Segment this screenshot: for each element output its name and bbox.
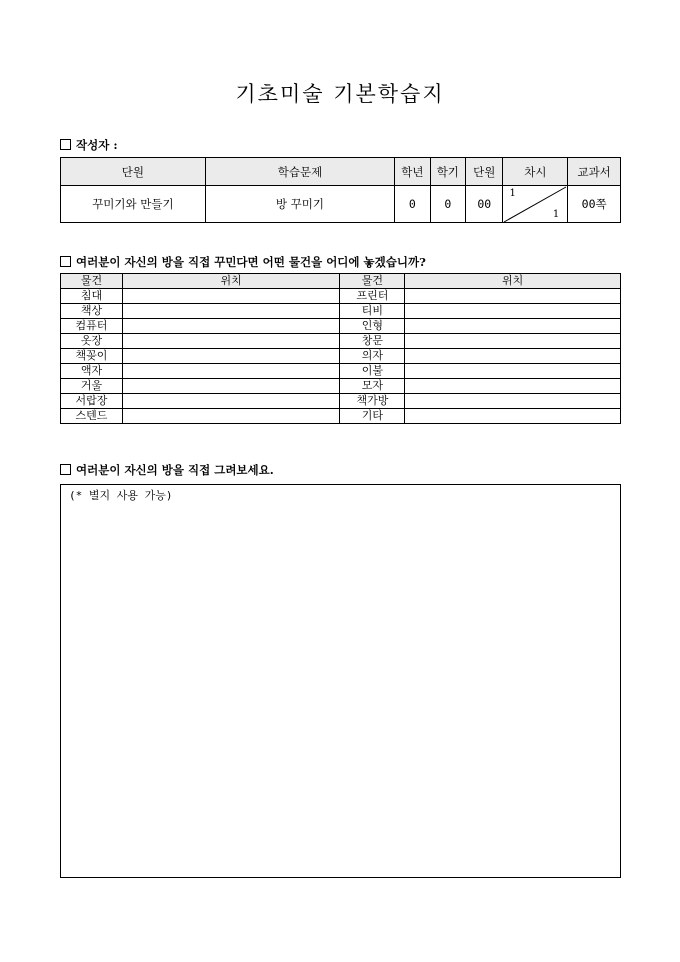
table-row [61, 409, 621, 424]
page-title: 기초미술 기본학습지 [235, 82, 445, 106]
item-location-cell[interactable] [122, 349, 340, 364]
checkbox-square-icon [60, 256, 71, 267]
question1-text: 여러분이 자신의 방을 직접 꾸민다면 어떤 물건을 어디에 놓겠습니까? [76, 255, 426, 269]
item-location-cell[interactable] [122, 304, 340, 319]
table-row [61, 334, 621, 349]
table-row [61, 394, 621, 409]
table-row [61, 289, 621, 304]
info-value-row [61, 186, 621, 223]
item-name-cell: 스텐드 [61, 409, 123, 424]
item-name-cell: 의자 [340, 349, 405, 364]
author-label: 작성자 : [76, 138, 118, 152]
item-location-cell[interactable] [405, 364, 621, 379]
author-heading [60, 137, 118, 153]
header-textbook: 교과서 [568, 158, 621, 186]
drawing-area[interactable] [60, 484, 621, 878]
item-name-cell: 프린터 [340, 289, 405, 304]
item-location-cell[interactable] [405, 394, 621, 409]
header-location: 위치 [405, 274, 621, 289]
item-name-cell: 티비 [340, 304, 405, 319]
item-name-cell: 기타 [340, 409, 405, 424]
checkbox-square-icon [60, 464, 71, 475]
items-header-row [61, 274, 621, 289]
item-name-cell: 인형 [340, 319, 405, 334]
item-name-cell: 책꽂이 [61, 349, 123, 364]
table-row [61, 319, 621, 334]
header-learning-problem: 학습문제 [205, 158, 394, 186]
header-item: 물건 [340, 274, 405, 289]
header-unit: 단원 [61, 158, 206, 186]
table-row [61, 364, 621, 379]
item-name-cell: 이불 [340, 364, 405, 379]
value-session [503, 186, 568, 223]
item-name-cell: 컴퓨터 [61, 319, 123, 334]
item-name-cell: 책가방 [340, 394, 405, 409]
item-location-cell[interactable] [405, 349, 621, 364]
item-location-cell[interactable] [405, 409, 621, 424]
value-semester: 0 [430, 186, 465, 223]
item-name-cell: 모자 [340, 379, 405, 394]
item-location-cell[interactable] [122, 379, 340, 394]
header-item: 물건 [61, 274, 123, 289]
value-grade: 0 [395, 186, 430, 223]
item-location-cell[interactable] [405, 334, 621, 349]
item-location-cell[interactable] [405, 304, 621, 319]
header-semester: 학기 [430, 158, 465, 186]
item-location-cell[interactable] [122, 319, 340, 334]
item-location-cell[interactable] [122, 334, 340, 349]
item-name-cell: 옷장 [61, 334, 123, 349]
items-table [60, 273, 621, 424]
item-name-cell: 액자 [61, 364, 123, 379]
item-location-cell[interactable] [122, 409, 340, 424]
item-name-cell: 거울 [61, 379, 123, 394]
item-name-cell: 서랍장 [61, 394, 123, 409]
value-textbook: 00쪽 [568, 186, 621, 223]
item-location-cell[interactable] [122, 289, 340, 304]
table-row [61, 304, 621, 319]
value-unit-number: 00 [466, 186, 503, 223]
item-name-cell: 창문 [340, 334, 405, 349]
item-name-cell: 책상 [61, 304, 123, 319]
item-location-cell[interactable] [122, 394, 340, 409]
header-grade: 학년 [395, 158, 430, 186]
checkbox-square-icon [60, 139, 71, 150]
item-name-cell: 침대 [61, 289, 123, 304]
session-top-number: 1 [509, 188, 516, 199]
item-location-cell[interactable] [405, 289, 621, 304]
header-location: 위치 [122, 274, 340, 289]
info-table [60, 157, 621, 223]
question2-heading [60, 462, 274, 478]
item-location-cell[interactable] [405, 319, 621, 334]
value-unit: 꾸미기와 만들기 [61, 186, 206, 223]
item-location-cell[interactable] [405, 379, 621, 394]
value-learning-problem: 방 꾸미기 [205, 186, 394, 223]
table-row [61, 379, 621, 394]
header-session: 차시 [503, 158, 568, 186]
table-row [61, 349, 621, 364]
session-bottom-number: 1 [552, 209, 560, 220]
drawing-note: (* 별지 사용 가능) [69, 489, 173, 502]
item-location-cell[interactable] [122, 364, 340, 379]
question2-text: 여러분이 자신의 방을 직접 그려보세요. [76, 463, 274, 477]
question1-heading [60, 254, 426, 270]
info-header-row [61, 158, 621, 186]
header-unit-number: 단원 [466, 158, 503, 186]
